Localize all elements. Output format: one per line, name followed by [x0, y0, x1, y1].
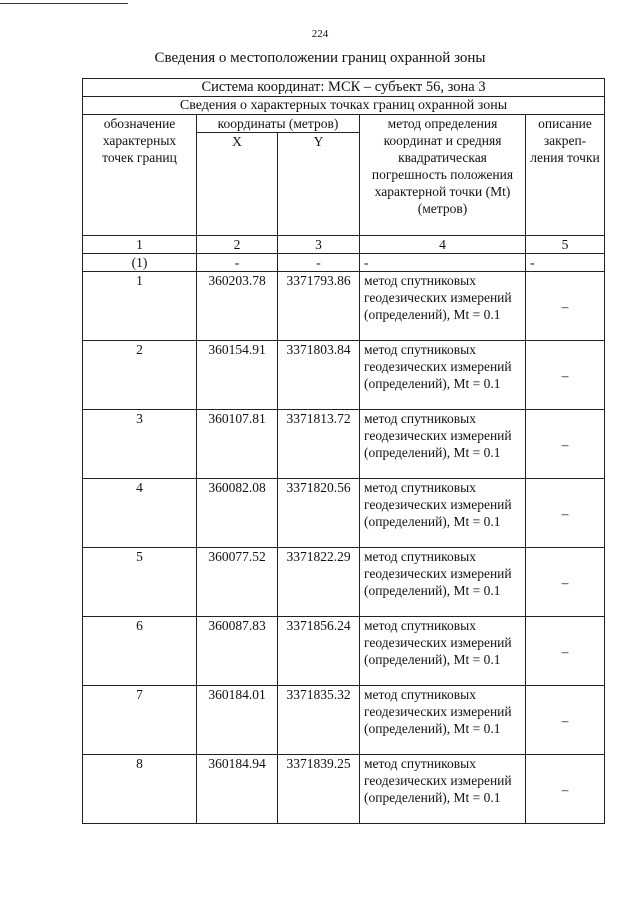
- point-designation: 8: [83, 755, 197, 824]
- table-header-row: [83, 115, 605, 133]
- method-cell: метод спутниковых геодезических измерений (определений), Mt = 0.1: [360, 341, 526, 410]
- coord-y: 3371803.84: [278, 341, 360, 410]
- coord-x: 360082.08: [197, 479, 278, 548]
- method-cell: метод спутниковых геодезических измерений (определений), Mt = 0.1: [360, 410, 526, 479]
- point-designation: 7: [83, 686, 197, 755]
- method-cell: метод спутниковых геодезических измерений (определений), Mt = 0.1: [360, 686, 526, 755]
- coord-y: 3371839.25: [278, 755, 360, 824]
- header-coordinates: координаты (метров): [197, 115, 360, 133]
- description-cell: –: [526, 410, 605, 479]
- method-cell: метод спутниковых геодезических измерений (определений), Mt = 0.1: [360, 272, 526, 341]
- column-number: 3: [278, 236, 360, 254]
- description-cell: –: [526, 755, 605, 824]
- coord-y: 3371835.32: [278, 686, 360, 755]
- coord-x: 360184.94: [197, 755, 278, 824]
- table-row: [83, 254, 605, 272]
- point-designation: 2: [83, 341, 197, 410]
- point-designation: (1): [83, 254, 197, 272]
- column-number: 1: [83, 236, 197, 254]
- header-description: описание закреп-ления точки: [526, 115, 605, 236]
- document-title: Сведения о местоположении границ охранной зоны: [154, 50, 486, 66]
- point-designation: 6: [83, 617, 197, 686]
- coord-x: 360184.01: [197, 686, 278, 755]
- table-body: [83, 272, 605, 824]
- table-row: [83, 686, 605, 755]
- description-cell: –: [526, 548, 605, 617]
- point-designation: 3: [83, 410, 197, 479]
- coord-x: 360203.78: [197, 272, 278, 341]
- coordinates-table: [82, 78, 605, 824]
- method-cell: метод спутниковых геодезических измерений (определений), Mt = 0.1: [360, 479, 526, 548]
- coord-y: 3371822.29: [278, 548, 360, 617]
- table-subtitle: Сведения о характерных точках границ охранной зоны: [83, 97, 605, 115]
- header-y: Y: [278, 133, 360, 236]
- coord-x: 360154.91: [197, 341, 278, 410]
- coord-y: 3371856.24: [278, 617, 360, 686]
- coord-y: 3371813.72: [278, 410, 360, 479]
- point-designation: 5: [83, 548, 197, 617]
- description-cell: –: [526, 479, 605, 548]
- header-x: X: [197, 133, 278, 236]
- column-number: 5: [526, 236, 605, 254]
- table-header-system: [83, 79, 605, 97]
- table-header-subtitle: [83, 97, 605, 115]
- coord-y: 3371793.86: [278, 272, 360, 341]
- coord-x: 360107.81: [197, 410, 278, 479]
- table-row: [83, 617, 605, 686]
- header-method: метод определения координат и средняя квадратическая погрешность положения характерной точки (Mt) (метров): [360, 115, 526, 236]
- coord-y: -: [278, 254, 360, 272]
- method-cell: метод спутниковых геодезических измерений (определений), Mt = 0.1: [360, 617, 526, 686]
- coordinate-system-label: Система координат: МСК – субъект 56, зона 3: [83, 79, 605, 97]
- table-row: [83, 548, 605, 617]
- column-number: 2: [197, 236, 278, 254]
- point-designation: 1: [83, 272, 197, 341]
- table-row: [83, 410, 605, 479]
- table-row: [83, 272, 605, 341]
- description-cell: –: [526, 686, 605, 755]
- table-row: [83, 479, 605, 548]
- description-cell: –: [526, 341, 605, 410]
- coord-x: -: [197, 254, 278, 272]
- table-row: [83, 341, 605, 410]
- coord-y: 3371820.56: [278, 479, 360, 548]
- coord-x: 360087.83: [197, 617, 278, 686]
- description-cell: –: [526, 617, 605, 686]
- table-row: [83, 755, 605, 824]
- method-cell: метод спутниковых геодезических измерений (определений), Mt = 0.1: [360, 548, 526, 617]
- column-number: 4: [360, 236, 526, 254]
- description-cell: –: [526, 272, 605, 341]
- point-designation: 4: [83, 479, 197, 548]
- coord-x: 360077.52: [197, 548, 278, 617]
- scan-edge-line: [0, 3, 128, 4]
- page-number: 224: [311, 28, 329, 40]
- method-cell: метод спутниковых геодезических измерений (определений), Mt = 0.1: [360, 755, 526, 824]
- header-designation: обозначение характерных точек границ: [83, 115, 197, 236]
- method-cell: -: [360, 254, 526, 272]
- description-cell: -: [526, 254, 605, 272]
- column-number-row: [83, 236, 605, 254]
